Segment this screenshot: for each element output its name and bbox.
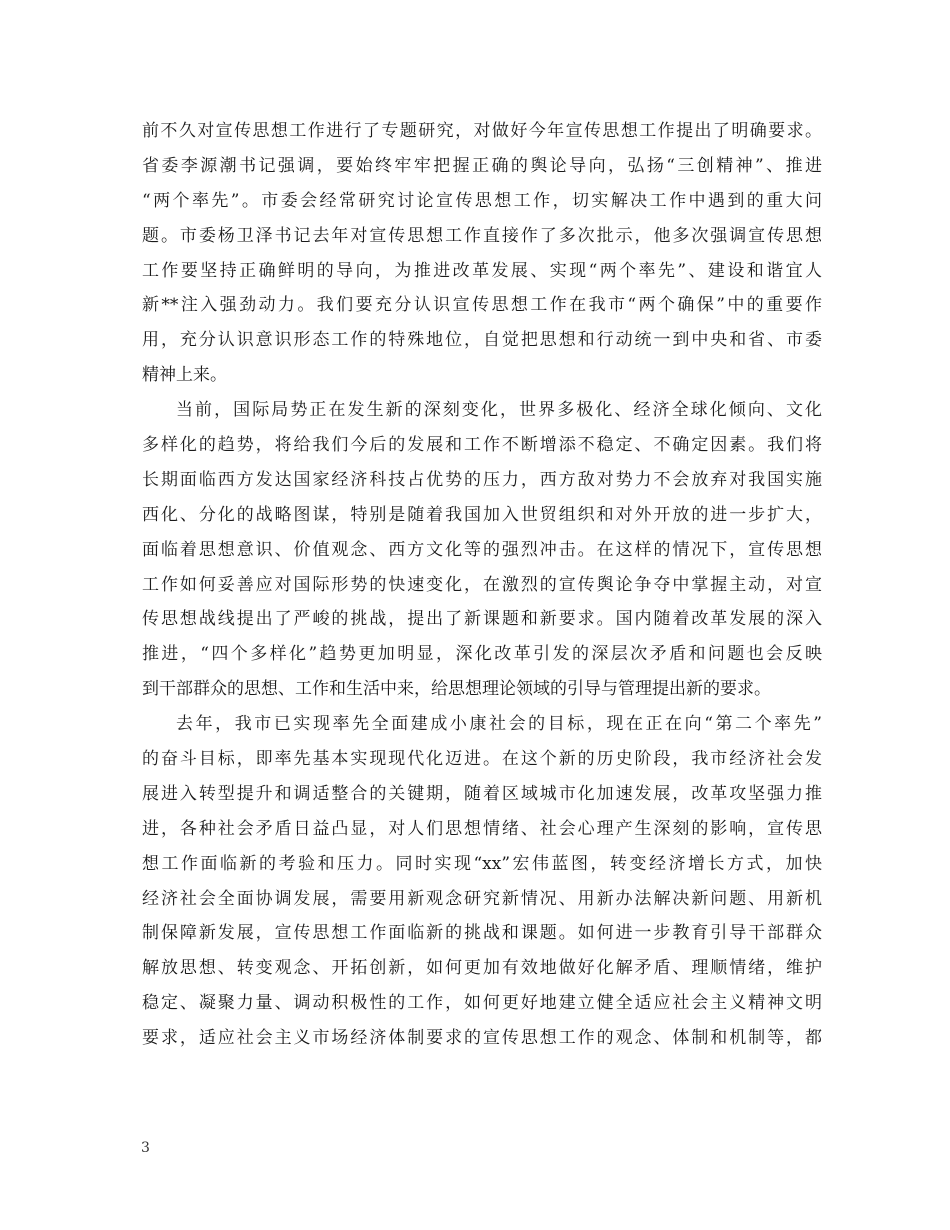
text-line: 解放思想、转变观念、开拓创新，如何更加有效地做好化解矛盾、理顺情绪，维护	[142, 958, 822, 979]
page-number: 3	[141, 1140, 150, 1156]
text-line: 当前，国际局势正在发生新的深刻变化，世界多极化、经济全球化倾向、文化	[176, 400, 822, 421]
text-line: 展进入转型提升和调适整合的关键期，随着区域城市化加速发展，改革攻坚强力推	[142, 783, 822, 804]
text-line: 省委李源潮书记强调，要始终牢牢把握正确的舆论导向，弘扬“三创精神”、推进	[142, 155, 822, 176]
text-line: 经济社会全面协调发展，需要用新观念研究新情况、用新办法解决新问题、用新机	[142, 888, 822, 909]
text-line: 传思想战线提出了严峻的挑战，提出了新课题和新要求。国内随着改革发展的深入	[142, 609, 822, 630]
text-line: “两个率先”。市委会经常研究讨论宣传思想工作，切实解决工作中遇到的重大问	[142, 190, 822, 211]
text-line: 的奋斗目标，即率先基本实现现代化迈进。在这个新的历史阶段，我市经济社会发	[142, 749, 822, 770]
paragraph	[142, 707, 822, 1056]
paragraph	[142, 114, 822, 393]
text-line: 到干部群众的思想、工作和生活中来，给思想理论领域的引导与管理提出新的要求。	[142, 679, 771, 700]
text-line: 推进，“四个多样化”趋势更加明显，深化改革引发的深层次矛盾和问题也会反映	[142, 644, 822, 665]
text-line: 前不久对宣传思想工作进行了专题研究，对做好今年宣传思想工作提出了明确要求。	[142, 121, 822, 141]
text-line: 面临着思想意识、价值观念、西方文化等的强烈冲击。在这样的情况下，宣传思想	[142, 539, 822, 560]
text-line: 多样化的趋势，将给我们今后的发展和工作不断增添不稳定、不确定因素。我们将	[142, 435, 822, 456]
text-line: 用，充分认识意识形态工作的特殊地位，自觉把思想和行动统一到中央和省、市委	[142, 330, 822, 351]
text-line: 长期面临西方发达国家经济科技占优势的压力，西方敌对势力不会放弃对我国实施	[142, 469, 822, 490]
text-line: 稳定、凝聚力量、调动积极性的工作，如何更好地建立健全适应社会主义精神文明	[142, 993, 822, 1014]
text-line: 进，各种社会矛盾日益凸显，对人们思想情绪、社会心理产生深刻的影响，宣传思	[142, 818, 822, 839]
text-line: 精神上来。	[142, 365, 227, 386]
text-line: 要求，适应社会主义市场经济体制要求的宣传思想工作的观念、体制和机制等，都	[142, 1028, 822, 1049]
text-line: 去年，我市已实现率先全面建成小康社会的目标，现在正在向“第二个率先”	[176, 714, 822, 735]
document-body	[142, 114, 822, 1056]
paragraph	[142, 393, 822, 707]
text-line: 工作如何妥善应对国际形势的快速变化，在激烈的宣传舆论争夺中掌握主动，对宣	[142, 574, 822, 595]
text-line: 工作要坚持正确鲜明的导向，为推进改革发展、实现“两个率先”、建设和谐宜人	[142, 260, 822, 281]
text-line: 西化、分化的战略图谋，特别是随着我国加入世贸组织和对外开放的进一步扩大，	[142, 504, 822, 525]
text-line: 题。市委杨卫泽书记去年对宣传思想工作直接作了多次批示，他多次强调宣传思想	[142, 225, 822, 246]
text-line: 想工作面临新的考验和压力。同时实现“xx”宏伟蓝图，转变经济增长方式，加快	[142, 853, 822, 874]
text-line: 新**注入强劲动力。我们要充分认识宣传思想工作在我市“两个确保”中的重要作	[142, 295, 822, 316]
text-line: 制保障新发展，宣传思想工作面临新的挑战和课题。如何进一步教育引导干部群众	[142, 923, 822, 944]
